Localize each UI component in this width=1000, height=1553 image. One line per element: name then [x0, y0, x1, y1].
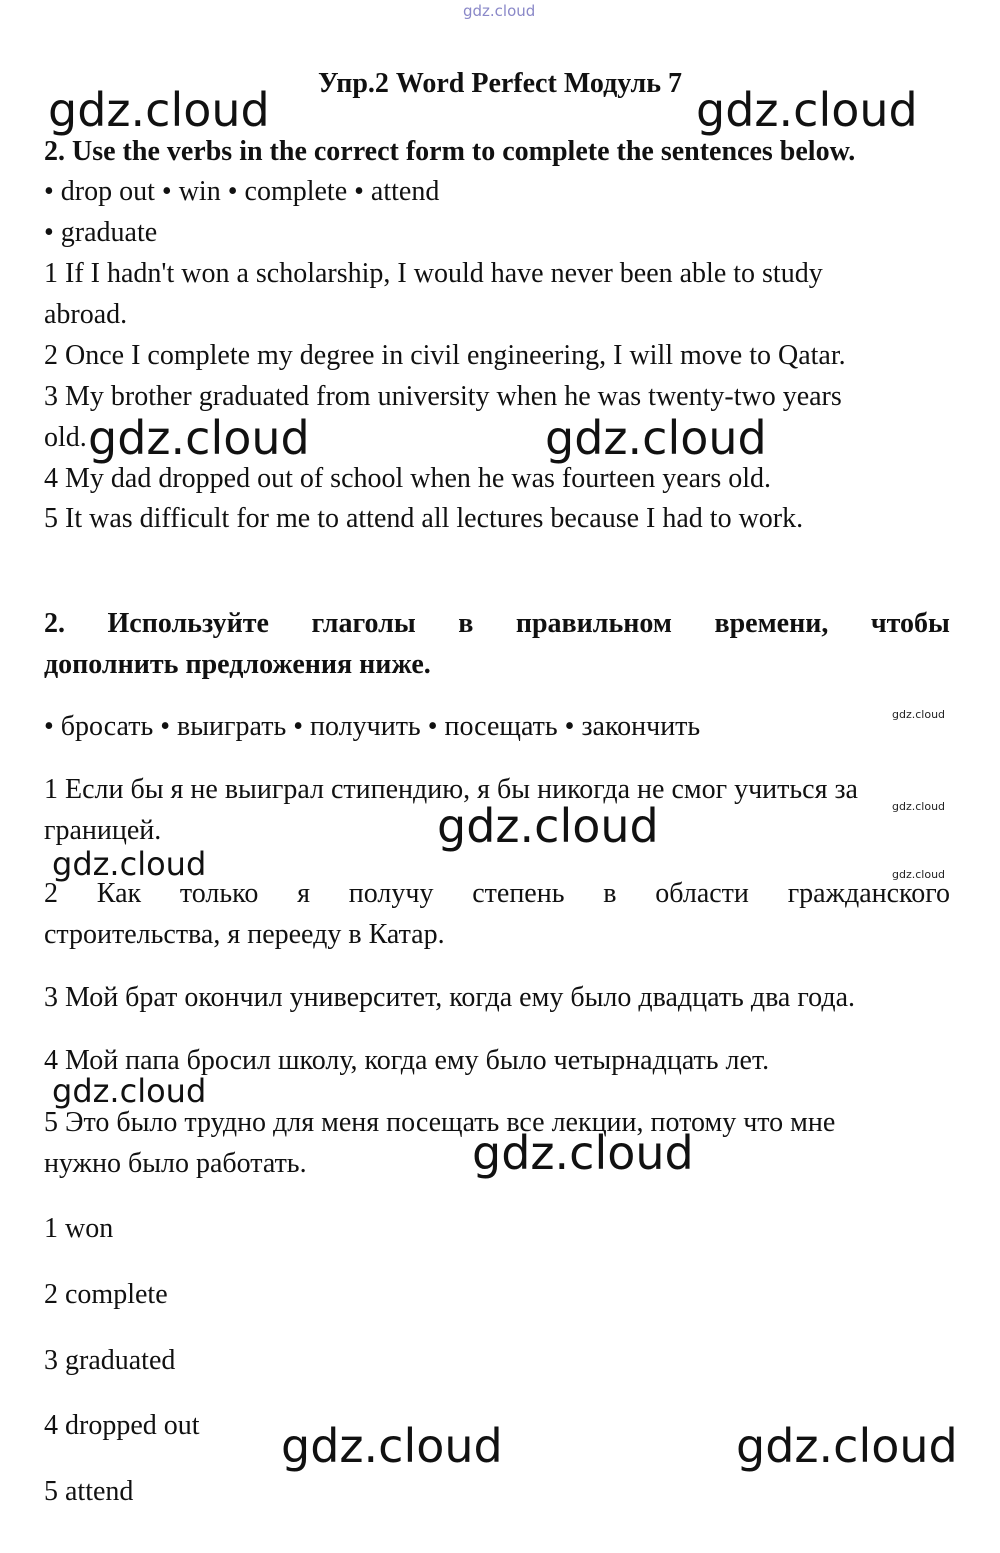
- answer-5: 5 attend: [44, 1476, 134, 1507]
- answer-3: 3 graduated: [44, 1345, 176, 1376]
- english-sentence-3-line1: 3 My brother graduated from university when he was twenty-two years: [44, 381, 842, 412]
- russian-sentence-2-word: только: [179, 878, 259, 909]
- answer-1: 1 won: [44, 1213, 114, 1244]
- english-sentence-2: 2 Once I complete my degree in civil engineering, I will move to Qatar.: [44, 340, 846, 371]
- page-title: Упр.2 Word Perfect Модуль 7: [317, 68, 683, 99]
- english-sentence-1-line1: 1 If I hadn't won a scholarship, I would have never been able to study: [44, 258, 823, 289]
- russian-sentence-2-word: Как: [96, 878, 142, 909]
- watermark: gdz.cloud: [545, 411, 767, 465]
- watermark: gdz.cloud: [52, 845, 207, 883]
- watermark: gdz.cloud: [736, 1419, 958, 1473]
- russian-sentence-2-word: я: [297, 878, 310, 909]
- watermark: gdz.cloud: [281, 1419, 503, 1473]
- watermark-small: gdz.cloud: [892, 708, 946, 721]
- russian-sentence-2-word: гражданского: [787, 878, 950, 909]
- russian-sentence-3: 3 Мой брат окончил университет, когда ему было двадцать два года.: [44, 982, 856, 1013]
- russian-heading-word: чтобы: [870, 608, 950, 639]
- russian-heading-line2: дополнить предложения ниже.: [44, 649, 431, 680]
- english-sentence-3-line2: old.: [44, 422, 87, 453]
- watermark: gdz.cloud: [48, 83, 270, 137]
- watermark: gdz.cloud: [696, 83, 918, 137]
- english-sentence-1-line2: abroad.: [44, 299, 128, 330]
- watermark: gdz.cloud: [437, 799, 659, 853]
- watermark: gdz.cloud: [88, 411, 310, 465]
- russian-sentence-2-word: в: [603, 878, 617, 909]
- russian-verbs: • бросать • выиграть • получить • посещать • закончить: [44, 711, 701, 742]
- watermark-small: gdz.cloud: [892, 800, 946, 813]
- answer-4: 4 dropped out: [44, 1410, 200, 1441]
- russian-sentence-2-word: области: [655, 878, 749, 909]
- russian-heading-word: глаголы: [311, 608, 416, 639]
- russian-heading-word: времени,: [714, 608, 829, 639]
- english-verbs-line1: • drop out • win • complete • attend: [44, 176, 440, 207]
- russian-heading-word: в: [458, 608, 474, 639]
- russian-heading-word: Используйте: [107, 608, 269, 639]
- answer-2: 2 complete: [44, 1279, 168, 1310]
- english-sentence-4: 4 My dad dropped out of school when he was fourteen years old.: [44, 463, 772, 494]
- russian-sentence-2-word: получу: [348, 878, 434, 909]
- russian-sentence-5-line1: 5 Это было трудно для меня посещать все лекции, потому что мне: [44, 1107, 836, 1138]
- watermark-top: gdz.cloud: [463, 2, 536, 20]
- russian-heading-word: 2.: [44, 608, 65, 639]
- watermark: gdz.cloud: [472, 1126, 694, 1180]
- watermark-small: gdz.cloud: [892, 868, 946, 881]
- english-verbs-line2: • graduate: [44, 217, 158, 248]
- russian-sentence-1-line1: 1 Если бы я не выиграл стипендию, я бы никогда не смог учиться за: [44, 774, 858, 805]
- russian-heading-word: правильном: [515, 608, 672, 639]
- russian-sentence-5-line2: нужно было работать.: [44, 1148, 307, 1179]
- russian-sentence-2-line2: строительства, я перееду в Катар.: [44, 919, 445, 950]
- watermark: gdz.cloud: [52, 1072, 207, 1110]
- russian-sentence-2-word: 2: [44, 878, 58, 909]
- russian-sentence-4: 4 Мой папа бросил школу, когда ему было четырнадцать лет.: [44, 1045, 770, 1076]
- english-heading: 2. Use the verbs in the correct form to complete the sentences below.: [44, 136, 856, 167]
- russian-heading-line1: [44, 603, 950, 644]
- russian-sentence-1-line2: границей.: [44, 815, 162, 846]
- russian-sentence-2-word: степень: [472, 878, 565, 909]
- english-sentence-5: 5 It was difficult for me to attend all lectures because I had to work.: [44, 503, 804, 534]
